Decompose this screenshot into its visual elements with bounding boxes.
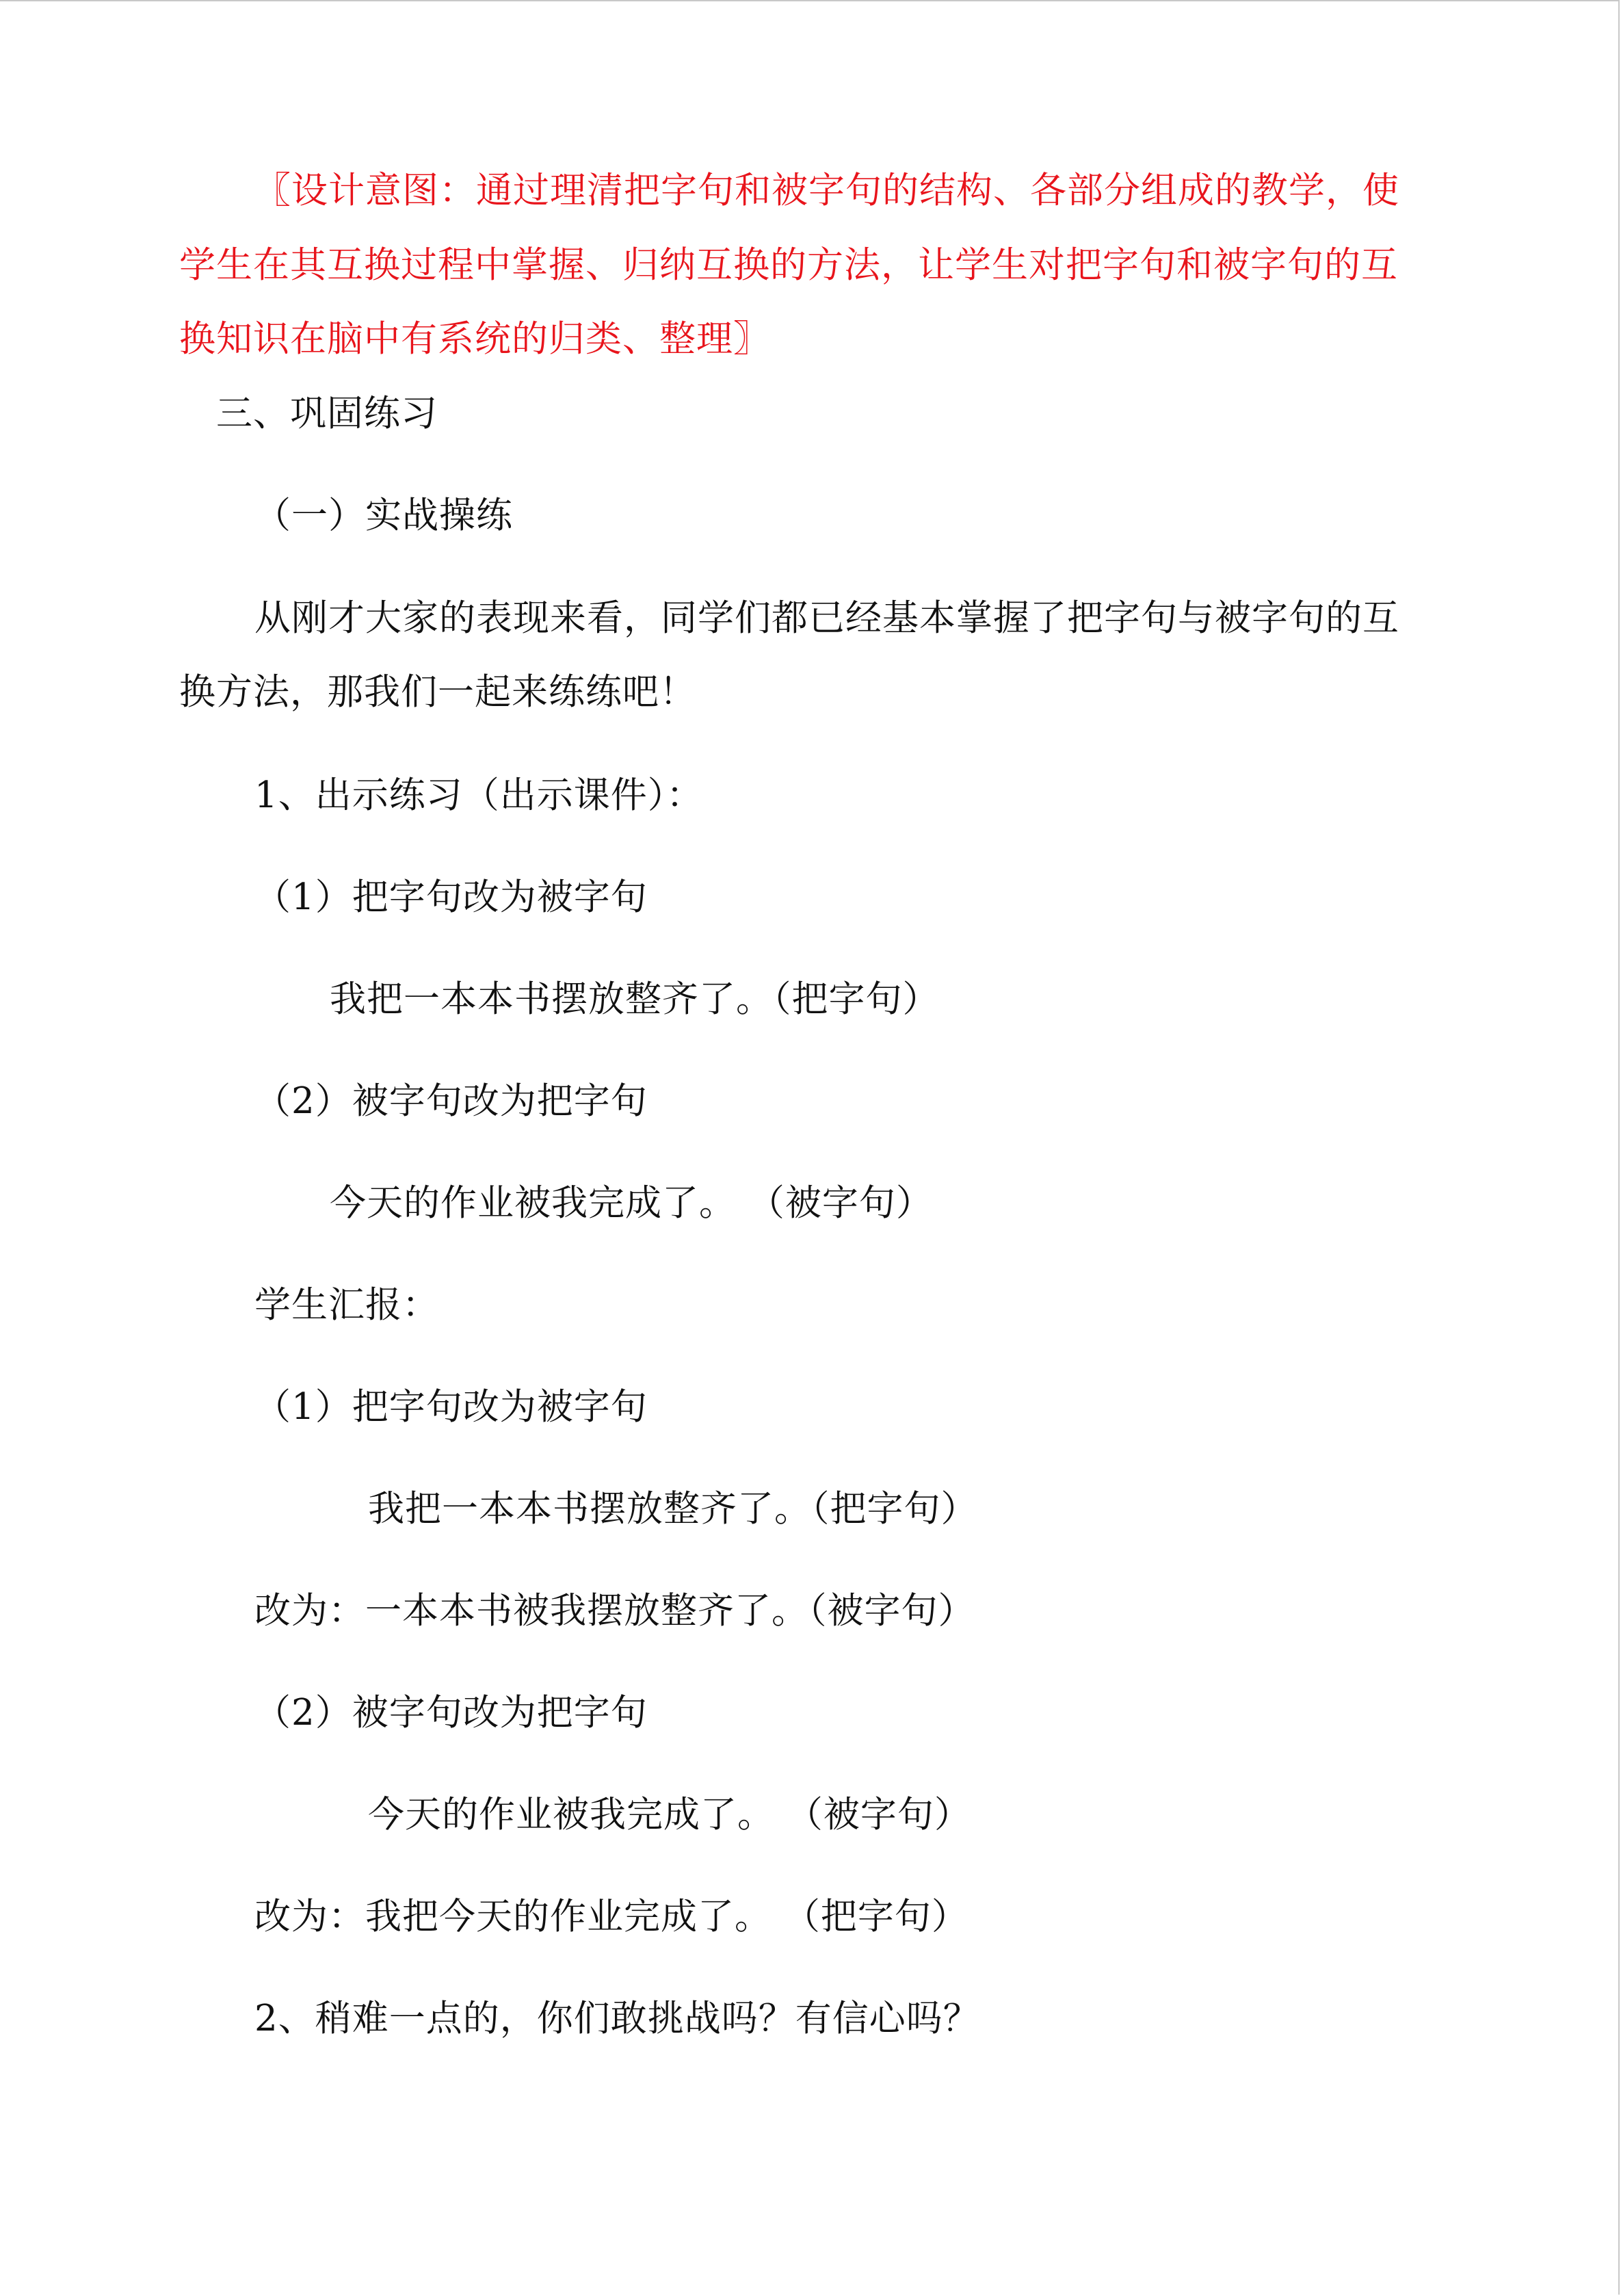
design-intent-line-3: 换知识在脑中有系统的归类、整理〗 bbox=[179, 318, 770, 360]
student-report-item-2-answer: 改为：我把今天的作业完成了。 （把字句） bbox=[254, 1896, 968, 1938]
student-report-item-1-answer: 改为：一本本书被我摆放整齐了。（被字句） bbox=[254, 1590, 975, 1632]
subsection-heading: （一）实战操练 bbox=[254, 495, 513, 536]
design-intent-line-2: 学生在其互换过程中掌握、归纳互换的方法，让学生对把字句和被字句的互 bbox=[179, 244, 1398, 286]
exercise-1-item-1-sentence: 我把一本本书摆放整齐了。（把字句） bbox=[330, 978, 940, 1020]
exercise-1-title: 1、出示练习（出示课件）： bbox=[254, 774, 704, 816]
student-report-title: 学生汇报： bbox=[254, 1284, 439, 1326]
section-heading: 三、巩固练习 bbox=[216, 393, 438, 434]
intro-line-2: 换方法，那我们一起来练练吧！ bbox=[179, 671, 696, 713]
student-report-item-2-label: （2）被字句改为把字句 bbox=[254, 1692, 648, 1734]
intro-line-1: 从刚才大家的表现来看，同学们都已经基本掌握了把字句与被字句的互 bbox=[254, 597, 1399, 639]
student-report-item-2-sentence: 今天的作业被我完成了。 （被字句） bbox=[368, 1794, 971, 1836]
exercise-1-item-2-sentence: 今天的作业被我完成了。 （被字句） bbox=[330, 1182, 933, 1224]
exercise-1-item-1-label: （1）把字句改为被字句 bbox=[254, 876, 648, 918]
exercise-1-item-2-label: （2）被字句改为把字句 bbox=[254, 1080, 648, 1122]
exercise-2-title: 2、稍难一点的，你们敢挑战吗？有信心吗？ bbox=[254, 1998, 980, 2039]
student-report-item-1-sentence: 我把一本本书摆放整齐了。（把字句） bbox=[368, 1488, 978, 1530]
student-report-item-1-label: （1）把字句改为被字句 bbox=[254, 1386, 648, 1428]
design-intent-line-1: 〖设计意图：通过理清把字句和被字句的结构、各部分组成的教学，使 bbox=[254, 170, 1399, 211]
